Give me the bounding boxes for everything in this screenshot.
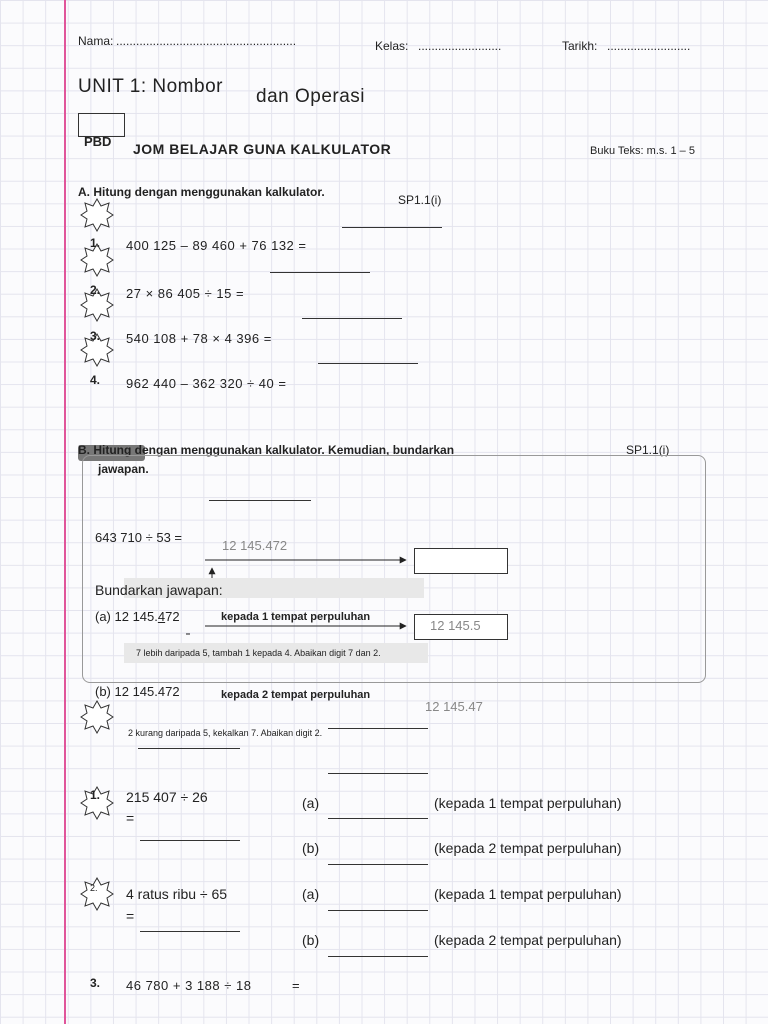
answer-blank[interactable] [328,956,428,957]
textbook-ref: Buku Teks: m.s. 1 – 5 [590,145,695,157]
kelas-label: Kelas: [375,39,409,53]
part-a-label: (a) [302,886,320,902]
section-a-sp: SP1.1(i) [398,193,442,207]
example-b-value: (b) 12 145.472 [95,684,180,699]
question-number: 2. [90,283,101,297]
part-a-label: (a) [302,795,320,811]
example-expression: 643 710 ÷ 53 = [95,530,183,545]
example-a-value: (a) 12 145.472 [95,609,180,624]
round-label: Bundarkan jawapan: [95,582,223,598]
question-number: 1. [90,236,101,250]
answer-blank[interactable] [318,363,418,364]
answer-blank[interactable] [302,318,402,319]
answer-blank[interactable] [328,864,428,865]
answer-blank[interactable] [328,773,428,774]
part-a-mode: (kepada 1 tempat perpuluhan) [434,795,622,811]
tarikh-field[interactable]: ......................... [607,39,691,53]
tarikh-label: Tarikh: [562,39,598,53]
unit-title: UNIT 1: Nombor [78,76,223,97]
nama-field[interactable]: ...................................................... [116,34,297,48]
question-text: 4 ratus ribu ÷ 65 [126,886,228,902]
question-text: 27 × 86 405 ÷ 15 = [126,286,245,301]
unit-title-cont: dan Operasi [256,86,366,107]
question-text: 215 407 ÷ 26 [126,789,208,805]
example-b-answer: 12 145.47 [425,699,483,714]
part-b-mode: (kepada 2 tempat perpuluhan) [434,840,622,856]
answer-blank[interactable] [140,931,240,932]
section-b-sp: SP1.1(i) [626,443,670,457]
part-b-label: (b) [302,840,320,856]
answer-blank[interactable] [328,818,428,819]
question-number: 4. [90,373,101,387]
nama-label: Nama: [78,34,114,48]
example-b-note: 2 kurang daripada 5, kekalkan 7. Abaikan digit 2. [128,728,323,738]
part-b-label: (b) [302,932,320,948]
example-a-note: 7 lebih daripada 5, tambah 1 kepada 4. Abaikan digit 7 dan 2. [136,648,381,658]
example-a-answer: 12 145.5 [430,618,481,633]
question-equals: = [126,810,135,826]
answer-blank[interactable] [342,227,442,228]
question-text: 962 440 – 362 320 ÷ 40 = [126,376,287,391]
star-icon [80,198,114,232]
question-equals: = [126,908,135,924]
part-a-mode: (kepada 1 tempat perpuluhan) [434,886,622,902]
section-b-heading: B. Hitung dengan menggunakan kalkulator. Kemudian, bundarkan [78,443,455,457]
example-a-mode: kepada 1 tempat perpuluhan [221,611,371,623]
pbd-label: PBD [84,134,112,149]
section-a-heading: A. Hitung dengan menggunakan kalkulator. [78,185,325,199]
example-calc-result: 12 145.472 [222,538,288,553]
answer-blank[interactable] [270,272,370,273]
star-icon [80,700,114,734]
example-answer-box[interactable] [414,548,508,574]
question-number: 3. [90,329,101,343]
worksheet-subtitle: JOM BELAJAR GUNA KALKULATOR [133,141,392,157]
question-equals: = [292,978,300,993]
question-text: 400 125 – 89 460 + 76 132 = [126,238,307,253]
answer-blank[interactable] [328,728,428,729]
section-b-heading-cont: jawapan. [98,462,149,476]
answer-blank[interactable] [140,840,240,841]
example-b-mode: kepada 2 tempat perpuluhan [221,689,371,701]
question-number: 3. [90,976,101,990]
question-number: 1. [90,788,101,802]
question-text: 540 108 + 78 × 4 396 = [126,331,272,346]
answer-blank[interactable] [138,748,240,749]
question-text: 46 780 + 3 188 ÷ 18 [126,978,252,993]
kelas-field[interactable]: ......................... [418,39,502,53]
part-b-mode: (kepada 2 tempat perpuluhan) [434,932,622,948]
question-number: 2. [90,883,98,893]
answer-blank[interactable] [209,500,311,501]
answer-blank[interactable] [328,910,428,911]
page-margin-line [64,0,66,1024]
